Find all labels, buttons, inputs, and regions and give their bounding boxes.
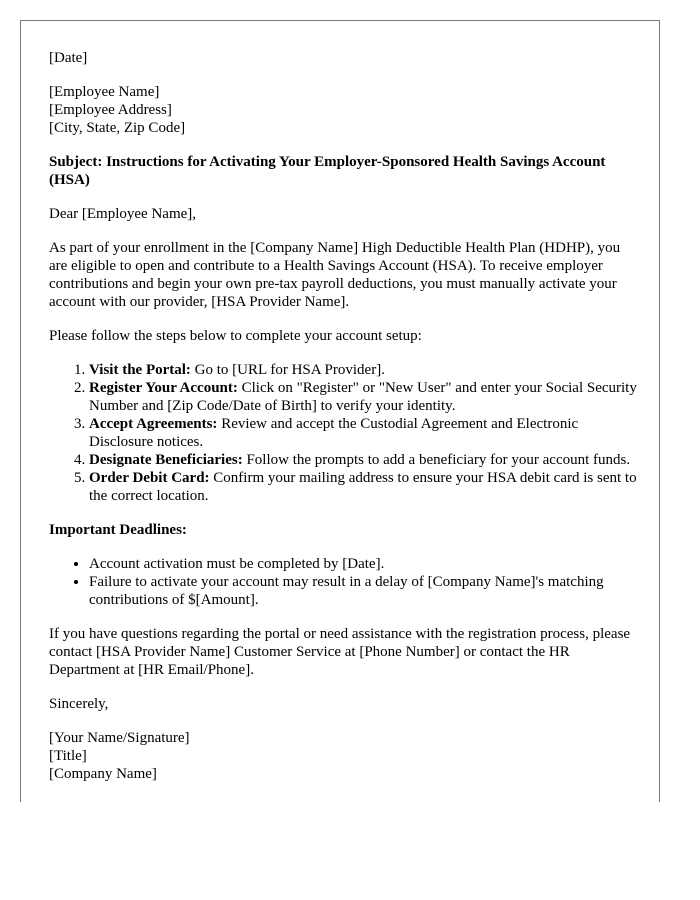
recipient-name: [Employee Name]: [49, 84, 160, 100]
step-title: Visit the Portal:: [89, 362, 191, 378]
signature-title: [Title]: [49, 748, 87, 764]
salutation: Dear [Employee Name],: [49, 206, 197, 222]
letter-date: [Date]: [49, 50, 88, 66]
closing: Sincerely,: [49, 696, 109, 712]
step-item: [89, 469, 641, 505]
recipient-city-line: [City, State, Zip Code]: [49, 120, 186, 136]
step-text: Review and accept the Custodial Agreement and Electronic Disclosure notices.: [89, 416, 579, 450]
subject-line: Subject: Instructions for Activating Your Employer-Sponsored Health Savings Account (HSA): [49, 154, 606, 188]
step-item: [89, 451, 641, 469]
intro-paragraph: As part of your enrollment in the [Company Name] High Deductible Health Plan (HDHP), you are eligible to open and contribute to a Health Savings Account (HSA). To receive employer contributions and begin your own pre-tax payroll deductions, you must manually activate your account with our provider, [HSA Provider Name].: [49, 240, 621, 310]
letter-body: [49, 49, 641, 783]
step-title: Register Your Account:: [89, 380, 238, 396]
step-text: Click on "Register" or "New User" and enter your Social Security Number and [Zip Code/Date of Birth] to verify your identity.: [89, 380, 637, 414]
deadlines-heading: Important Deadlines:: [49, 522, 187, 538]
deadlines-list: [49, 555, 641, 609]
step-title: Order Debit Card:: [89, 470, 210, 486]
letter-page: [20, 20, 660, 802]
contact-paragraph: If you have questions regarding the portal or need assistance with the registration process, please contact [HSA Provider Name] Customer Service at [Phone Number] or contact the HR Department at [HR Email/Phone].: [49, 626, 631, 678]
signature-name: [Your Name/Signature]: [49, 730, 190, 746]
step-text: Follow the prompts to add a beneficiary for your account funds.: [242, 452, 631, 468]
step-item: [89, 415, 641, 451]
recipient-block: [49, 83, 641, 137]
steps-intro: Please follow the steps below to complete your account setup:: [49, 328, 422, 344]
deadline-item: • Failure to activate your account may result in a delay of [Company Name]'s matching contributions of $[Amount].: [89, 573, 641, 609]
step-title: Accept Agreements:: [89, 416, 218, 432]
signature-block: [49, 729, 641, 783]
step-item: [89, 361, 641, 379]
steps-list: [49, 361, 641, 505]
step-text: Confirm your mailing address to ensure your HSA debit card is sent to the correct location.: [89, 470, 637, 504]
deadline-item: • Account activation must be completed by [Date].: [89, 555, 641, 573]
step-text: Go to [URL for HSA Provider].: [190, 362, 385, 378]
signature-company: [Company Name]: [49, 766, 157, 782]
recipient-address: [Employee Address]: [49, 102, 172, 118]
step-item: [89, 379, 641, 415]
step-title: Designate Beneficiaries:: [89, 452, 243, 468]
